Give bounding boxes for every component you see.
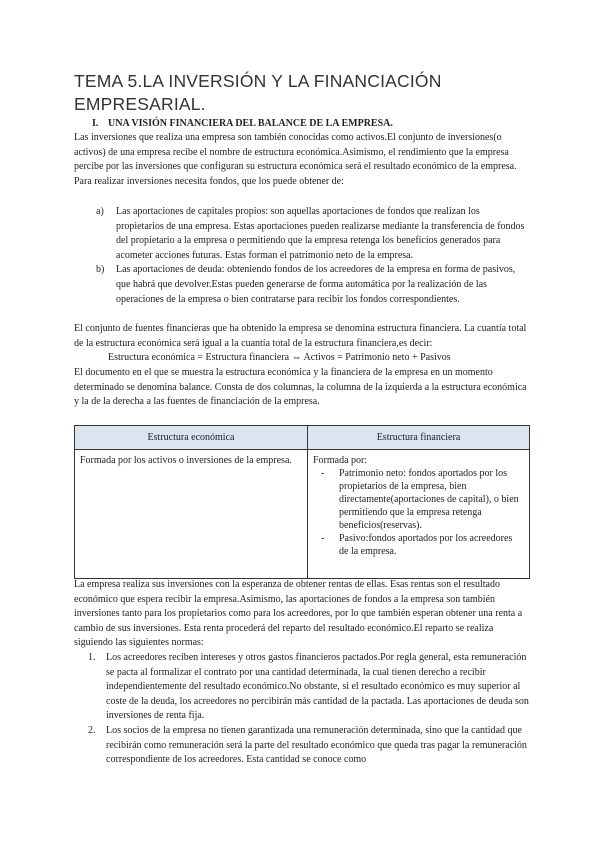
list-item-text: Las aportaciones de capitales propios: son aquellas aportaciones de fondos que realizan los propietarios de una empresa. Estas aportaciones pueden realizarse mediante la transferencia de fondos del propietario a la empresa o permitiendo que la empresa retenga los beneficios generados para acometer acciones futuras. Estas forman el patrimonio neto de la empresa.: [116, 206, 525, 261]
list-item: [88, 651, 530, 724]
list-item-text: Patrimonio neto: fondos aportados por los propietarios de la empresa, bien directamente(aportaciones de capital), o bien permitiendo que la empresa retenga beneficios(reservas).: [339, 468, 519, 531]
list-item-text: Los socios de la empresa no tienen garantizada una remuneración determinada, sino que la cantidad que recibirán como remuneración será la parte del resultado económico que queda tras pagar la remuneración correspondiente de los acreedores. Esta cantidad se conoce como: [106, 724, 527, 766]
rules-list: [88, 651, 530, 768]
list-item-text: Pasivo:fondos aportados por los acreedores de la empresa.: [339, 533, 513, 557]
list-marker: a): [96, 206, 104, 217]
balance-formula: Estructura económica = Estructura financiera ⇔ Activos = Patrimonio neto + Pasivos: [108, 352, 451, 363]
page-title: TEMA 5.LA INVERSIÓN Y LA FINANCIACIÓN EMPRESARIAL.: [74, 71, 442, 114]
list-item: [90, 263, 530, 307]
table-header-economic: Estructura económica: [75, 426, 308, 450]
table-cell-financial: [308, 450, 530, 579]
table-cell-economic: Formada por los activos o inversiones de la empresa.: [75, 450, 308, 579]
list-marker: 2.: [88, 724, 96, 736]
balance-intro-paragraph: El documento en el que se muestra la estructura económica y la financiera de la empresa en un momento determinado se denomina balance. Consta de dos columnas, la columna de la izquierda a la estructura económica y la de la derecha a las fuentes de financiación de la empresa.: [74, 367, 527, 408]
intro-paragraph: Las inversiones que realiza una empresa son también conocidas como activos.El conjunto de inversiones(o activos) de una empresa recibe el nombre de estructura económica.Asimismo, el rendimiento que la empresa percibe por las inversiones que configuran su estructura económica será el resultado económico de la empresa.: [74, 132, 517, 173]
list-item-text: Los acreedores reciben intereses y otros gastos financieros pactados.Por regla general, esta remuneración se pacta al formalizar el contrato por una cantidad determinada, la cual tienen derecho a recibir independientemente del resultado económico.No obstante, si el resultado económico es muy superior al coste de la deuda, los acreedores no percibirán más cantidad de la pactada. Las aportaciones de deuda son inversiones de renta fija.: [106, 652, 529, 722]
table-header-row: [75, 426, 530, 450]
list-marker: 1.: [88, 652, 96, 663]
section-heading: [92, 117, 393, 130]
financial-structure-block: [74, 322, 530, 351]
list-item-text: Las aportaciones de deuda: obteniendo fondos de los acreedores de la empresa en forma de pasivos, que habrá que devolver.Estas pueden generarse de forma automática por la realización de las operaciones de la empresa o bien contratarse para recibir los fondos correspondientes.: [116, 264, 516, 305]
list-item: [90, 205, 530, 263]
financial-cell-intro: Formada por:: [313, 455, 368, 466]
funds-list: [90, 205, 530, 307]
list-item: [88, 724, 530, 768]
dash-marker: -: [321, 468, 325, 479]
intro-block: [74, 131, 530, 189]
financial-structure-paragraph: El conjunto de fuentes financieras que ha obtenido la empresa se denomina estructura financiera. La cuantía total de la estructura económica será igual a la cuantía total de la estructura financiera,es decir:: [74, 323, 527, 349]
returns-paragraph: La empresa realiza sus inversiones con la esperanza de obtener rentas de ellas. Esas rentas son el resultado económico que espera recibir la empresa.Asimismo, las aportaciones de fondos a la empresa son también inversiones tanto para los propietarios como para los acreedores, por lo que también esperan obtener una renta a cambio de sus inversiones. Esta renta procederá del reparto del resultado económico.El reparto se realiza siguiendo las siguientes normas:: [74, 579, 523, 649]
section-heading-text: UNA VISIÓN FINANCIERA DEL BALANCE DE LA EMPRESA.: [108, 118, 393, 129]
table-row: [75, 450, 530, 579]
funds-intro-paragraph: Para realizar inversiones necesita fondos, que los puede obtener de:: [74, 175, 344, 187]
table-header-financial: Estructura financiera: [308, 426, 530, 450]
section-number: I.: [92, 118, 99, 129]
list-item: [313, 532, 524, 558]
dash-marker: -: [321, 533, 325, 544]
list-item: [313, 467, 524, 532]
returns-block: [74, 578, 530, 651]
balance-table: [74, 425, 530, 579]
balance-intro-block: [74, 366, 530, 410]
list-marker: b): [96, 264, 105, 276]
